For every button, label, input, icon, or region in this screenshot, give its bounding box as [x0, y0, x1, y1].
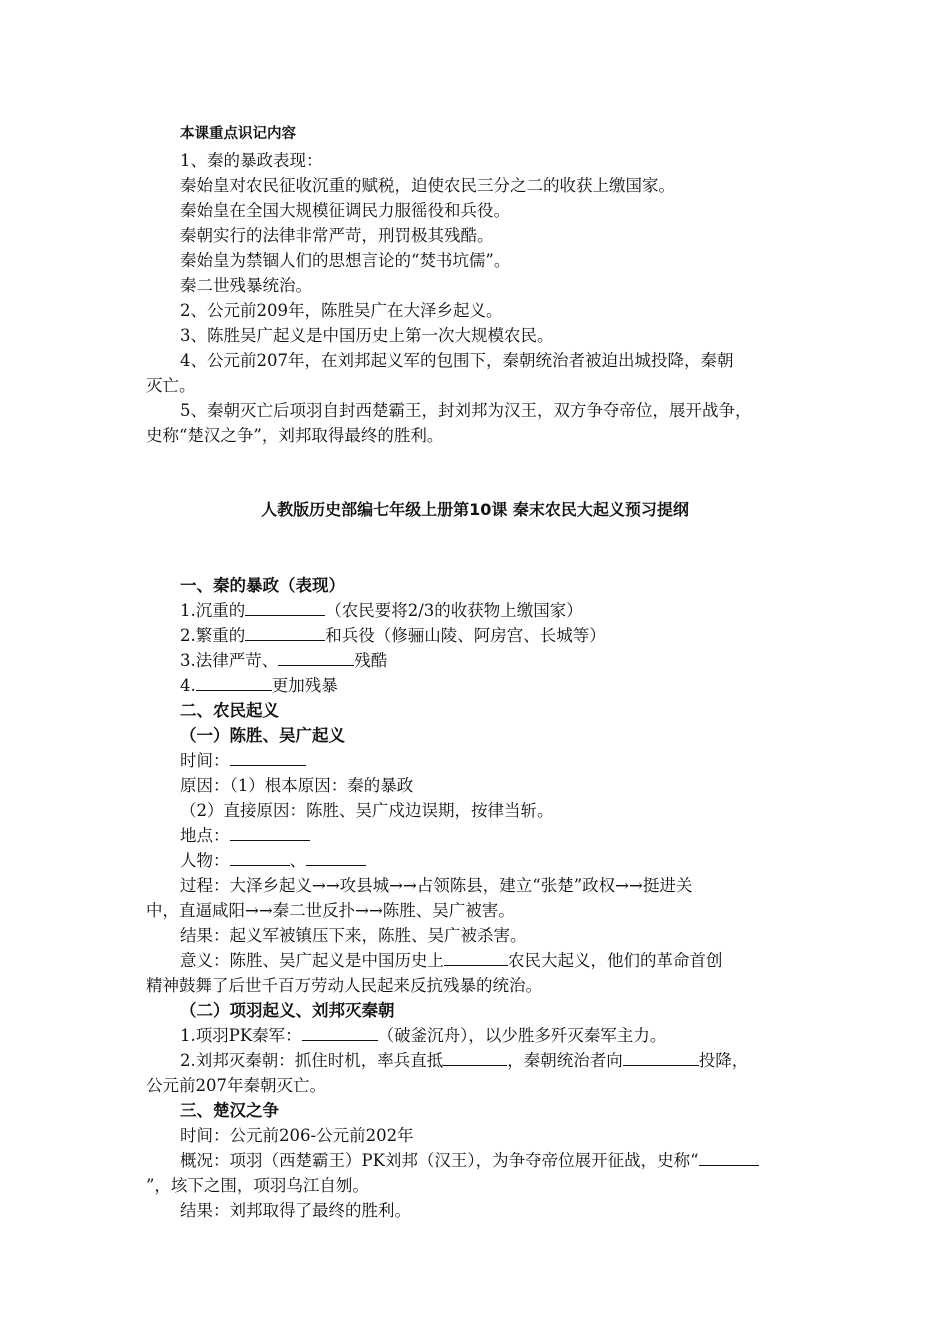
key-point-line: 4、公元前207年，在刘邦起义军的包围下，秦朝统治者被迫出城投降，秦朝 [180, 351, 734, 370]
item-text: 地点： [180, 826, 230, 845]
subsection-heading: （二）项羽起义、刘邦灭秦朝 [180, 1001, 395, 1020]
subsection-heading: （一）陈胜、吴广起义 [180, 726, 345, 745]
key-point-line: 秦朝实行的法律非常严苛，刑罚极其残酷。 [180, 226, 494, 245]
outline-item: 公元前207年秦朝灭亡。 [146, 1076, 326, 1095]
key-point-line: 5、秦朝灭亡后项羽自封西楚霸王，封刘邦为汉王，双方争夺帝位，展开战争， [180, 401, 752, 420]
item-text: （破釜沉舟），以少胜多歼灭秦军主力。 [377, 1026, 667, 1045]
key-points-title: 本课重点识记内容 [180, 126, 296, 142]
item-text: 2.刘邦灭秦朝：抓住时机，率兵直抵 [180, 1051, 444, 1070]
outline-item [180, 823, 816, 848]
item-text: 2.繁重的 [180, 626, 246, 645]
outline-item [180, 648, 816, 673]
key-point-line: 秦始皇为禁锢人们的思想言论的“焚书坑儒”。 [180, 251, 511, 270]
item-text: ，秦朝统治者向 [507, 1051, 623, 1070]
key-point-line: 秦始皇对农民征收沉重的赋税，迫使农民三分之二的收获上缴国家。 [180, 176, 675, 195]
fill-blank[interactable] [230, 749, 306, 766]
outline-item: （2）直接原因：陈胜、吴广戍边误期，按律当斩。 [180, 801, 554, 820]
outline-item: ”，垓下之围，项羽乌江自刎。 [146, 1176, 369, 1195]
key-point-line: 2、公元前209年，陈胜吴广在大泽乡起义。 [180, 301, 503, 320]
item-text: 更加残暴 [271, 676, 338, 695]
outline-item [180, 1148, 816, 1173]
item-text: 残酷 [354, 651, 388, 670]
item-text: 人物： [180, 851, 230, 870]
outline-item [180, 948, 816, 973]
key-point-line: 秦始皇在全国大规模征调民力服徭役和兵役。 [180, 201, 510, 220]
fill-blank[interactable] [196, 674, 272, 691]
fill-blank[interactable] [699, 1149, 759, 1166]
item-text: 时间： [180, 751, 230, 770]
outline-item: 精神鼓舞了后世千百万劳动人民起来反抗残暴的统治。 [146, 976, 542, 995]
key-point-line: 1、秦的暴政表现： [180, 151, 323, 170]
outline-item: 过程：大泽乡起义→→攻县城→→占领陈县，建立“张楚”政权→→挺进关 [180, 876, 693, 895]
fill-blank[interactable] [230, 824, 310, 841]
fill-blank[interactable] [443, 1049, 507, 1066]
outline-item [180, 1023, 816, 1048]
item-text: 和兵役（修骊山陵、阿房宫、长城等） [325, 626, 606, 645]
outline-item: 时间：公元前206-公元前202年 [180, 1126, 414, 1145]
fill-blank[interactable] [230, 849, 290, 866]
section-heading: 三、楚汉之争 [180, 1101, 279, 1120]
key-point-line: 史称“楚汉之争”，刘邦取得最终的胜利。 [146, 426, 444, 445]
outline-item: 结果：刘邦取得了最终的胜利。 [180, 1201, 411, 1220]
key-point-line: 灭亡。 [146, 376, 196, 395]
outline-item [180, 1048, 816, 1073]
fill-blank[interactable] [623, 1049, 699, 1066]
item-text: 3.法律严苛、 [180, 651, 279, 670]
fill-blank[interactable] [245, 624, 325, 641]
outline-item [180, 623, 816, 648]
fill-blank[interactable] [302, 1024, 378, 1041]
item-text: 农民大起义，他们的革命首创 [508, 951, 723, 970]
key-point-line: 秦二世残暴统治。 [180, 276, 312, 295]
section-heading: 二、农民起义 [180, 701, 279, 720]
fill-blank[interactable] [306, 849, 366, 866]
item-text: 4. [180, 676, 196, 695]
outline-item: 原因：（1）根本原因：秦的暴政 [180, 776, 414, 795]
item-text: 意义：陈胜、吴广起义是中国历史上 [180, 951, 444, 970]
item-text: 概况：项羽（西楚霸王）PK刘邦（汉王），为争夺帝位展开征战，史称“ [180, 1151, 699, 1170]
outline-item: 中，直逼咸阳→→秦二世反扑→→陈胜、吴广被害。 [146, 901, 515, 920]
outline-title: 人教版历史部编七年级上册第10课 秦末农民大起义预习提纲 [261, 500, 689, 519]
outline-item [180, 848, 816, 873]
section-heading: 一、秦的暴政（表现） [180, 576, 345, 595]
outline-item: 结果：起义军被镇压下来，陈胜、吴广被杀害。 [180, 926, 527, 945]
item-text: 、 [289, 851, 306, 870]
fill-blank[interactable] [278, 649, 354, 666]
fill-blank[interactable] [245, 599, 325, 616]
item-text: 1.沉重的 [180, 601, 246, 620]
item-text: 投降， [698, 1051, 749, 1070]
fill-blank[interactable] [444, 949, 508, 966]
outline-item [180, 598, 816, 623]
key-point-line: 3、陈胜吴广起义是中国历史上第一次大规模农民。 [180, 326, 554, 345]
item-text: 1.项羽PK秦军： [180, 1026, 302, 1045]
outline-item [180, 673, 816, 698]
item-text: （农民要将2/3的收获物上缴国家） [325, 601, 583, 620]
outline-item [180, 748, 816, 773]
